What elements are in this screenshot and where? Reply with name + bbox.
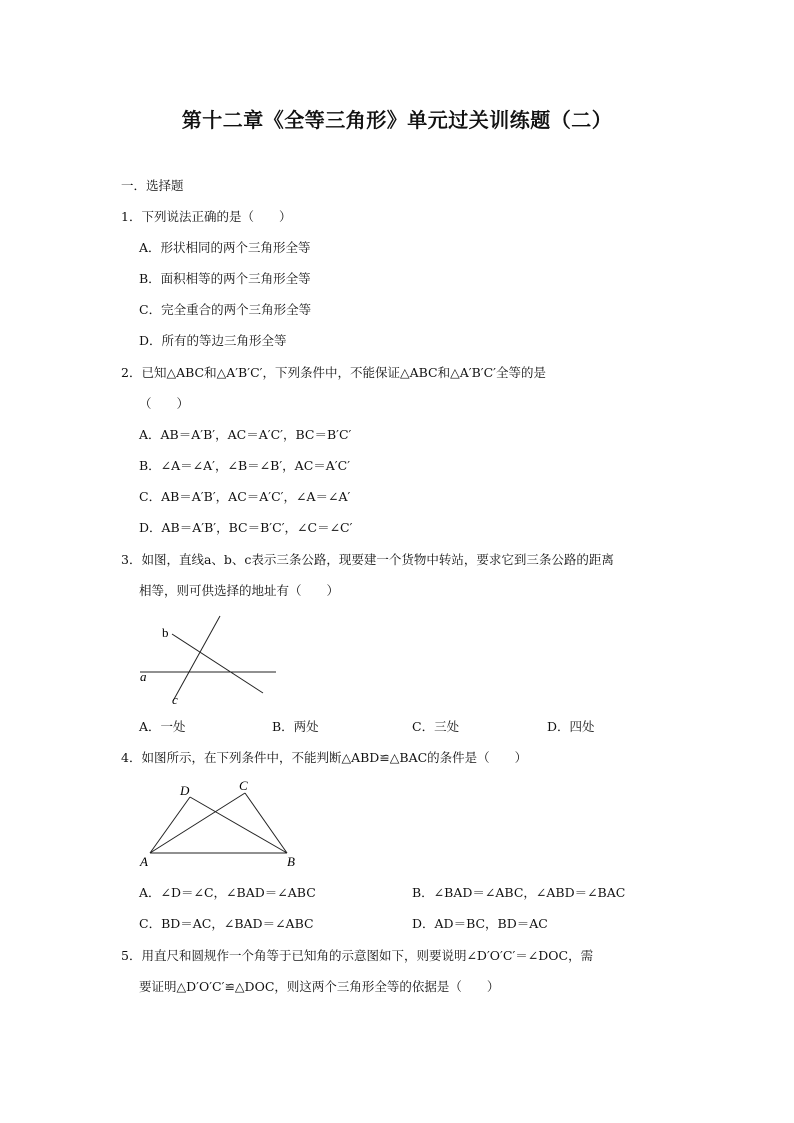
- option-b: B．两处: [272, 719, 319, 734]
- question-stem-continued: 要证明△D′O′C′≌△DOC，则这两个三角形全等的依据是（ ）: [139, 979, 500, 994]
- question-stem-continued: 相等，则可供选择的地址有（ ）: [139, 583, 340, 598]
- option-c: C．完全重合的两个三角形全等: [139, 302, 312, 317]
- option-a: A．∠D＝∠C，∠BAD＝∠ABC: [139, 885, 316, 900]
- option-d: D．AD＝BC，BD＝AC: [412, 916, 548, 931]
- question-stem: 1．下列说法正确的是（ ）: [121, 209, 292, 224]
- line-b: [172, 634, 263, 693]
- option-a: A．形状相同的两个三角形全等: [139, 240, 311, 255]
- option-d: D．AB＝A′B′，BC＝B′C′，∠C＝∠C′: [139, 520, 353, 535]
- label-d: D: [180, 783, 190, 798]
- option-d: D．四处: [547, 719, 595, 734]
- question-stem-continued: （ ）: [139, 396, 190, 411]
- segment-ad: [150, 797, 190, 853]
- section-heading: 一．选择题: [121, 178, 184, 193]
- option-c: C．三处: [412, 719, 460, 734]
- label-c: c: [172, 692, 178, 707]
- segment-bc: [245, 793, 287, 853]
- option-b: B．面积相等的两个三角形全等: [139, 271, 311, 286]
- page-title: 第十二章《全等三角形》单元过关训练题（二）: [181, 108, 613, 132]
- quadrilateral-figure: [130, 775, 310, 875]
- option-a: A．AB＝A′B′，AC＝A′C′，BC＝B′C′: [139, 427, 352, 442]
- label-a: a: [140, 669, 147, 684]
- segment-bd: [190, 797, 287, 853]
- label-b: b: [162, 625, 169, 640]
- line-c: [173, 616, 220, 701]
- option-a: A．一处: [139, 719, 186, 734]
- segment-ac: [150, 793, 245, 853]
- question-stem: 4．如图所示，在下列条件中，不能判断△ABD≌△BAC的条件是（ ）: [121, 750, 528, 765]
- label-c: C: [239, 778, 248, 793]
- option-b: B．∠BAD＝∠ABC，∠ABD＝∠BAC: [412, 885, 626, 900]
- question-stem: 2．已知△ABC和△A′B′C′，下列条件中，不能保证△ABC和△A′B′C′全等的是: [121, 365, 547, 380]
- label-a: A: [140, 854, 148, 869]
- option-d: D．所有的等边三角形全等: [139, 333, 287, 348]
- question-stem: 3．如图，直线a、b、c表示三条公路，现要建一个货物中转站，要求它到三条公路的距离: [121, 552, 614, 567]
- option-b: B．∠A＝∠A′，∠B＝∠B′，AC＝A′C′: [139, 458, 351, 473]
- option-c: C．BD＝AC，∠BAD＝∠ABC: [139, 916, 314, 931]
- question-stem: 5．用直尺和圆规作一个角等于已知角的示意图如下，则要说明∠D′O′C′＝∠DOC，需: [121, 948, 594, 963]
- three-roads-figure: [130, 610, 290, 710]
- label-b: B: [287, 854, 295, 869]
- option-c: C．AB＝A′B′，AC＝A′C′，∠A＝∠A′: [139, 489, 351, 504]
